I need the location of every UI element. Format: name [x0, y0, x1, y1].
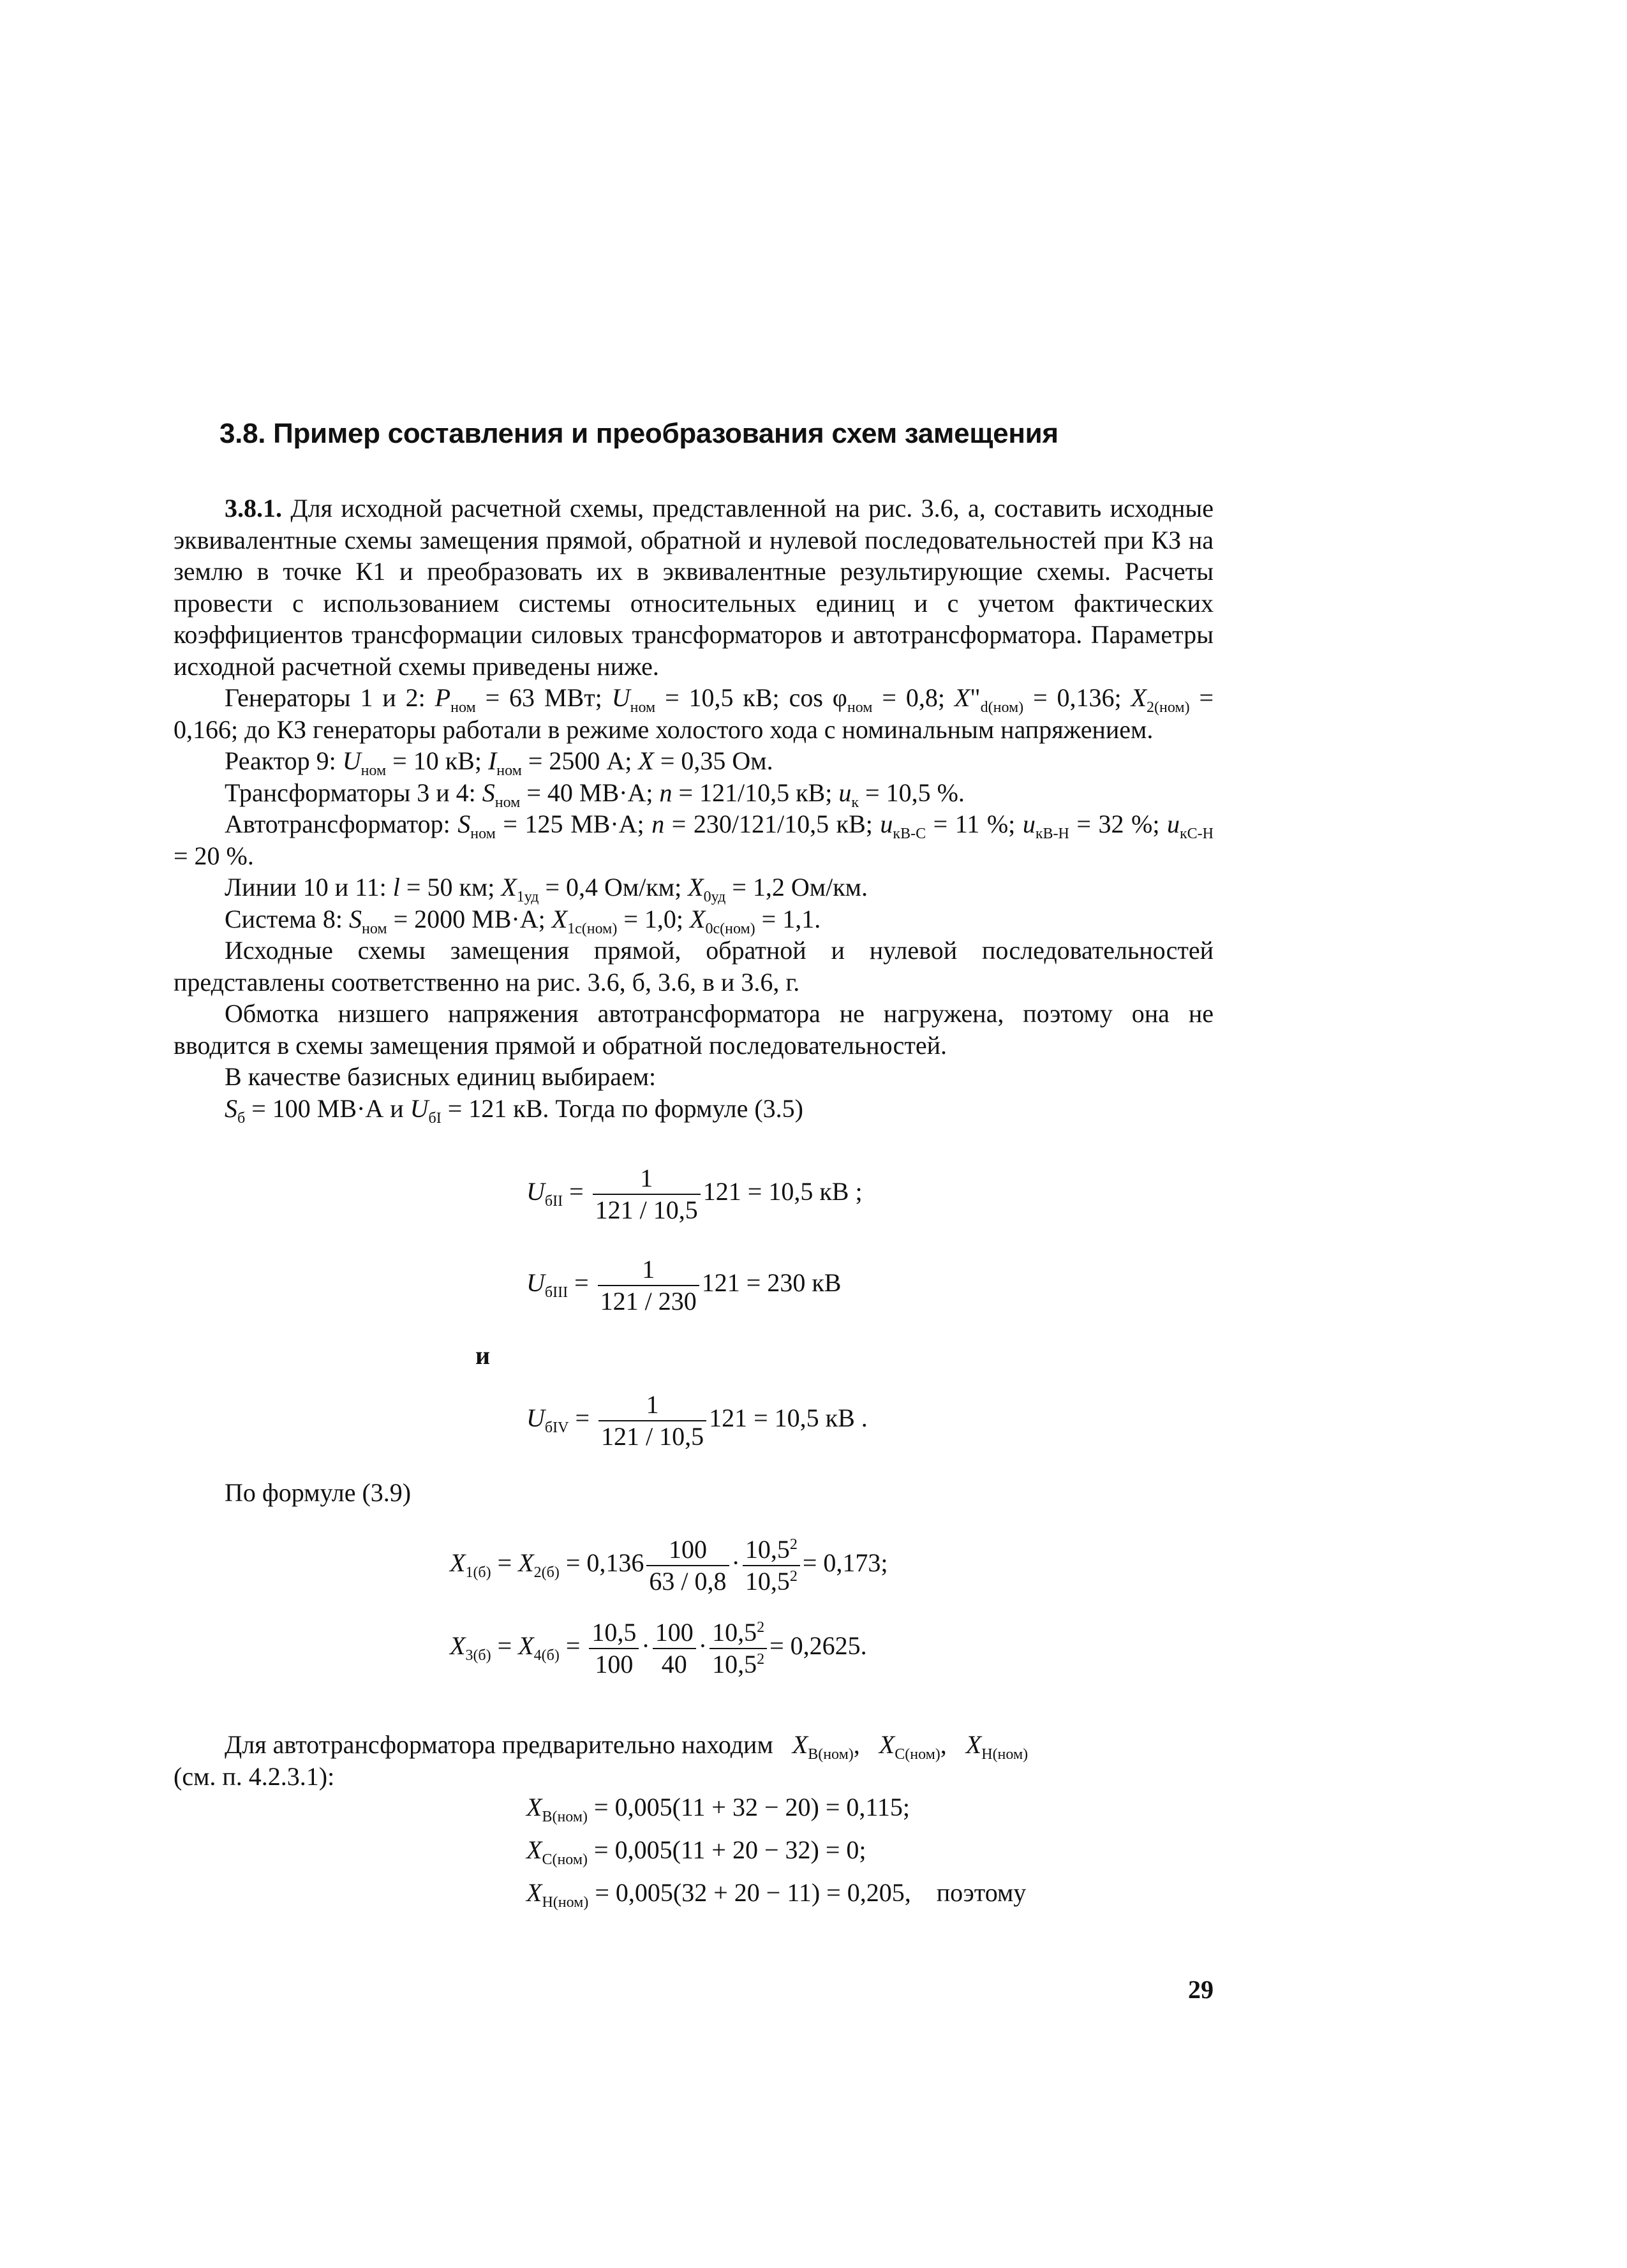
reactor-paragraph: Реактор 9: $U_{ном} = 10$ кВ; $I_{ном} = 2500$ А; X = 0,35 Ом.: [225, 746, 773, 779]
basis-values-line: $S_б = 100$ МВ·А и $U_{бI} = 121$ кВ. Тогда по формуле (3.5): [225, 1093, 803, 1127]
intro-paragraph: [174, 493, 1214, 682]
page-number: 29: [1188, 1975, 1214, 2004]
conjunction-and: и: [475, 1341, 491, 1370]
basis-paragraph: В качестве базисных единиц выбираем:: [225, 1062, 657, 1091]
winding-paragraph: Обмотка низшего напряжения автотрансформатора не нагружена, поэтому она не вводится в схемы замещения прямой и обратной последовательностей.: [174, 999, 1214, 1060]
system-paragraph: Система 8: $S_{ном} = 2000$ МВ·А; $X_{1с(ном)} = 1,0$; $X_{0с(ном)} = 1,1$.: [225, 904, 821, 937]
body-text: [174, 493, 1214, 1127]
formula-u-bIII: $U_{бIII}$ = $\frac{1}{121 / 230}$ 121 = 230 кВ: [526, 1255, 842, 1316]
formula-xh: $X_{Н(ном)} = 0,005(32 + 20 - 11) = 0,205$, поэтому: [526, 1878, 1027, 1911]
paragraph-number: 3.8.1.: [225, 494, 282, 523]
autotransformer-paragraph: Автотрансформатор: $S_{ном} = 125$ МВ·А; n = 230/121/10,5 кВ; $u_{кВ-С} = 11$ %; $u_{кВ-Н} = 32$ %; $u_{кС-Н} = 20$ %.: [174, 810, 1214, 870]
generators-paragraph: Генераторы 1 и 2: $P_{ном} = 63$ МВт; $U_{ном} = 10,5$ кВ; $\cos \varphi_{ном} = 0,8$; $X"_{d(ном)} = 0,136$; $X_{2(ном)} = 0,166$; до КЗ генераторы работали в режиме холостого хода с номинальным напряжением.: [174, 683, 1214, 744]
formula-x1-x2: $X_{1(б)} = X_{2(б)} = 0,136$ $\frac{100}{63 / 0,8}$ · $\frac{10,5^2}{10,5^2}$ = 0,173;: [450, 1535, 888, 1596]
formula-u-bII: $U_{бII}$ = $\frac{1}{121 / 10,5}$ 121 = 10,5 кВ ;: [526, 1164, 863, 1224]
transformers-paragraph: Трансформаторы 3 и 4: $S_{ном} = 40$ МВ·А; n = 121/10,5 кВ; $u_к = 10,5$ %.: [225, 778, 965, 811]
lines-paragraph: Линии 10 и 11: l = 50 км; $X_{1уд} = 0,4$ Ом/км; $X_{0уд} = 1,2$ Ом/км.: [225, 873, 868, 905]
schemes-paragraph: Исходные схемы замещения прямой, обратной и нулевой последовательностей представлены соответственно на рис. 3.6, б, 3.6, в и 3.6, г.: [174, 936, 1214, 997]
formula-reference: По формуле (3.9): [225, 1478, 412, 1507]
formula-x3-x4: $X_{3(б)} = X_{4(б)}$ = $\frac{10,5}{100}$ · $\frac{100}{40}$ · $\frac{10,5^2}{10,5^2}$ = 0,2625.: [450, 1618, 867, 1679]
formula-u-bIV: $U_{бIV}$ = $\frac{1}{121 / 10,5}$ 121 = 10,5 кВ .: [526, 1390, 868, 1451]
autotransformer-ref: (см. п. 4.2.3.1):: [174, 1762, 335, 1791]
section-heading: 3.8. Пример составления и преобразования схем замещения: [219, 418, 1059, 449]
formula-xb: $X_{В(ном)} = 0,005(11 + 32 - 20) = 0,115$;: [526, 1793, 910, 1825]
formula-xc: $X_{С(ном)} = 0,005(11 + 20 - 32) = 0$;: [526, 1835, 866, 1868]
autotransformer-intro: Для автотрансформатора предварительно находим $X_{В(ном)}$, $X_{С(ном)}$, $X_{Н(ном)}$: [225, 1730, 1029, 1763]
intro-text: Для исходной расчетной схемы, представленной на рис. 3.6, а, составить исходные эквивалентные схемы замещения прямой, обратной и нулевой последовательностей при КЗ на землю в точке К1 и преобразовать их в эквивалентные результирующие схемы. Расчеты провести с использованием системы относительных единиц и с учетом фактических коэффициентов трансформации силовых трансформаторов и автотрансформатора. Параметры исходной расчетной схемы приведены ниже.: [174, 494, 1214, 681]
